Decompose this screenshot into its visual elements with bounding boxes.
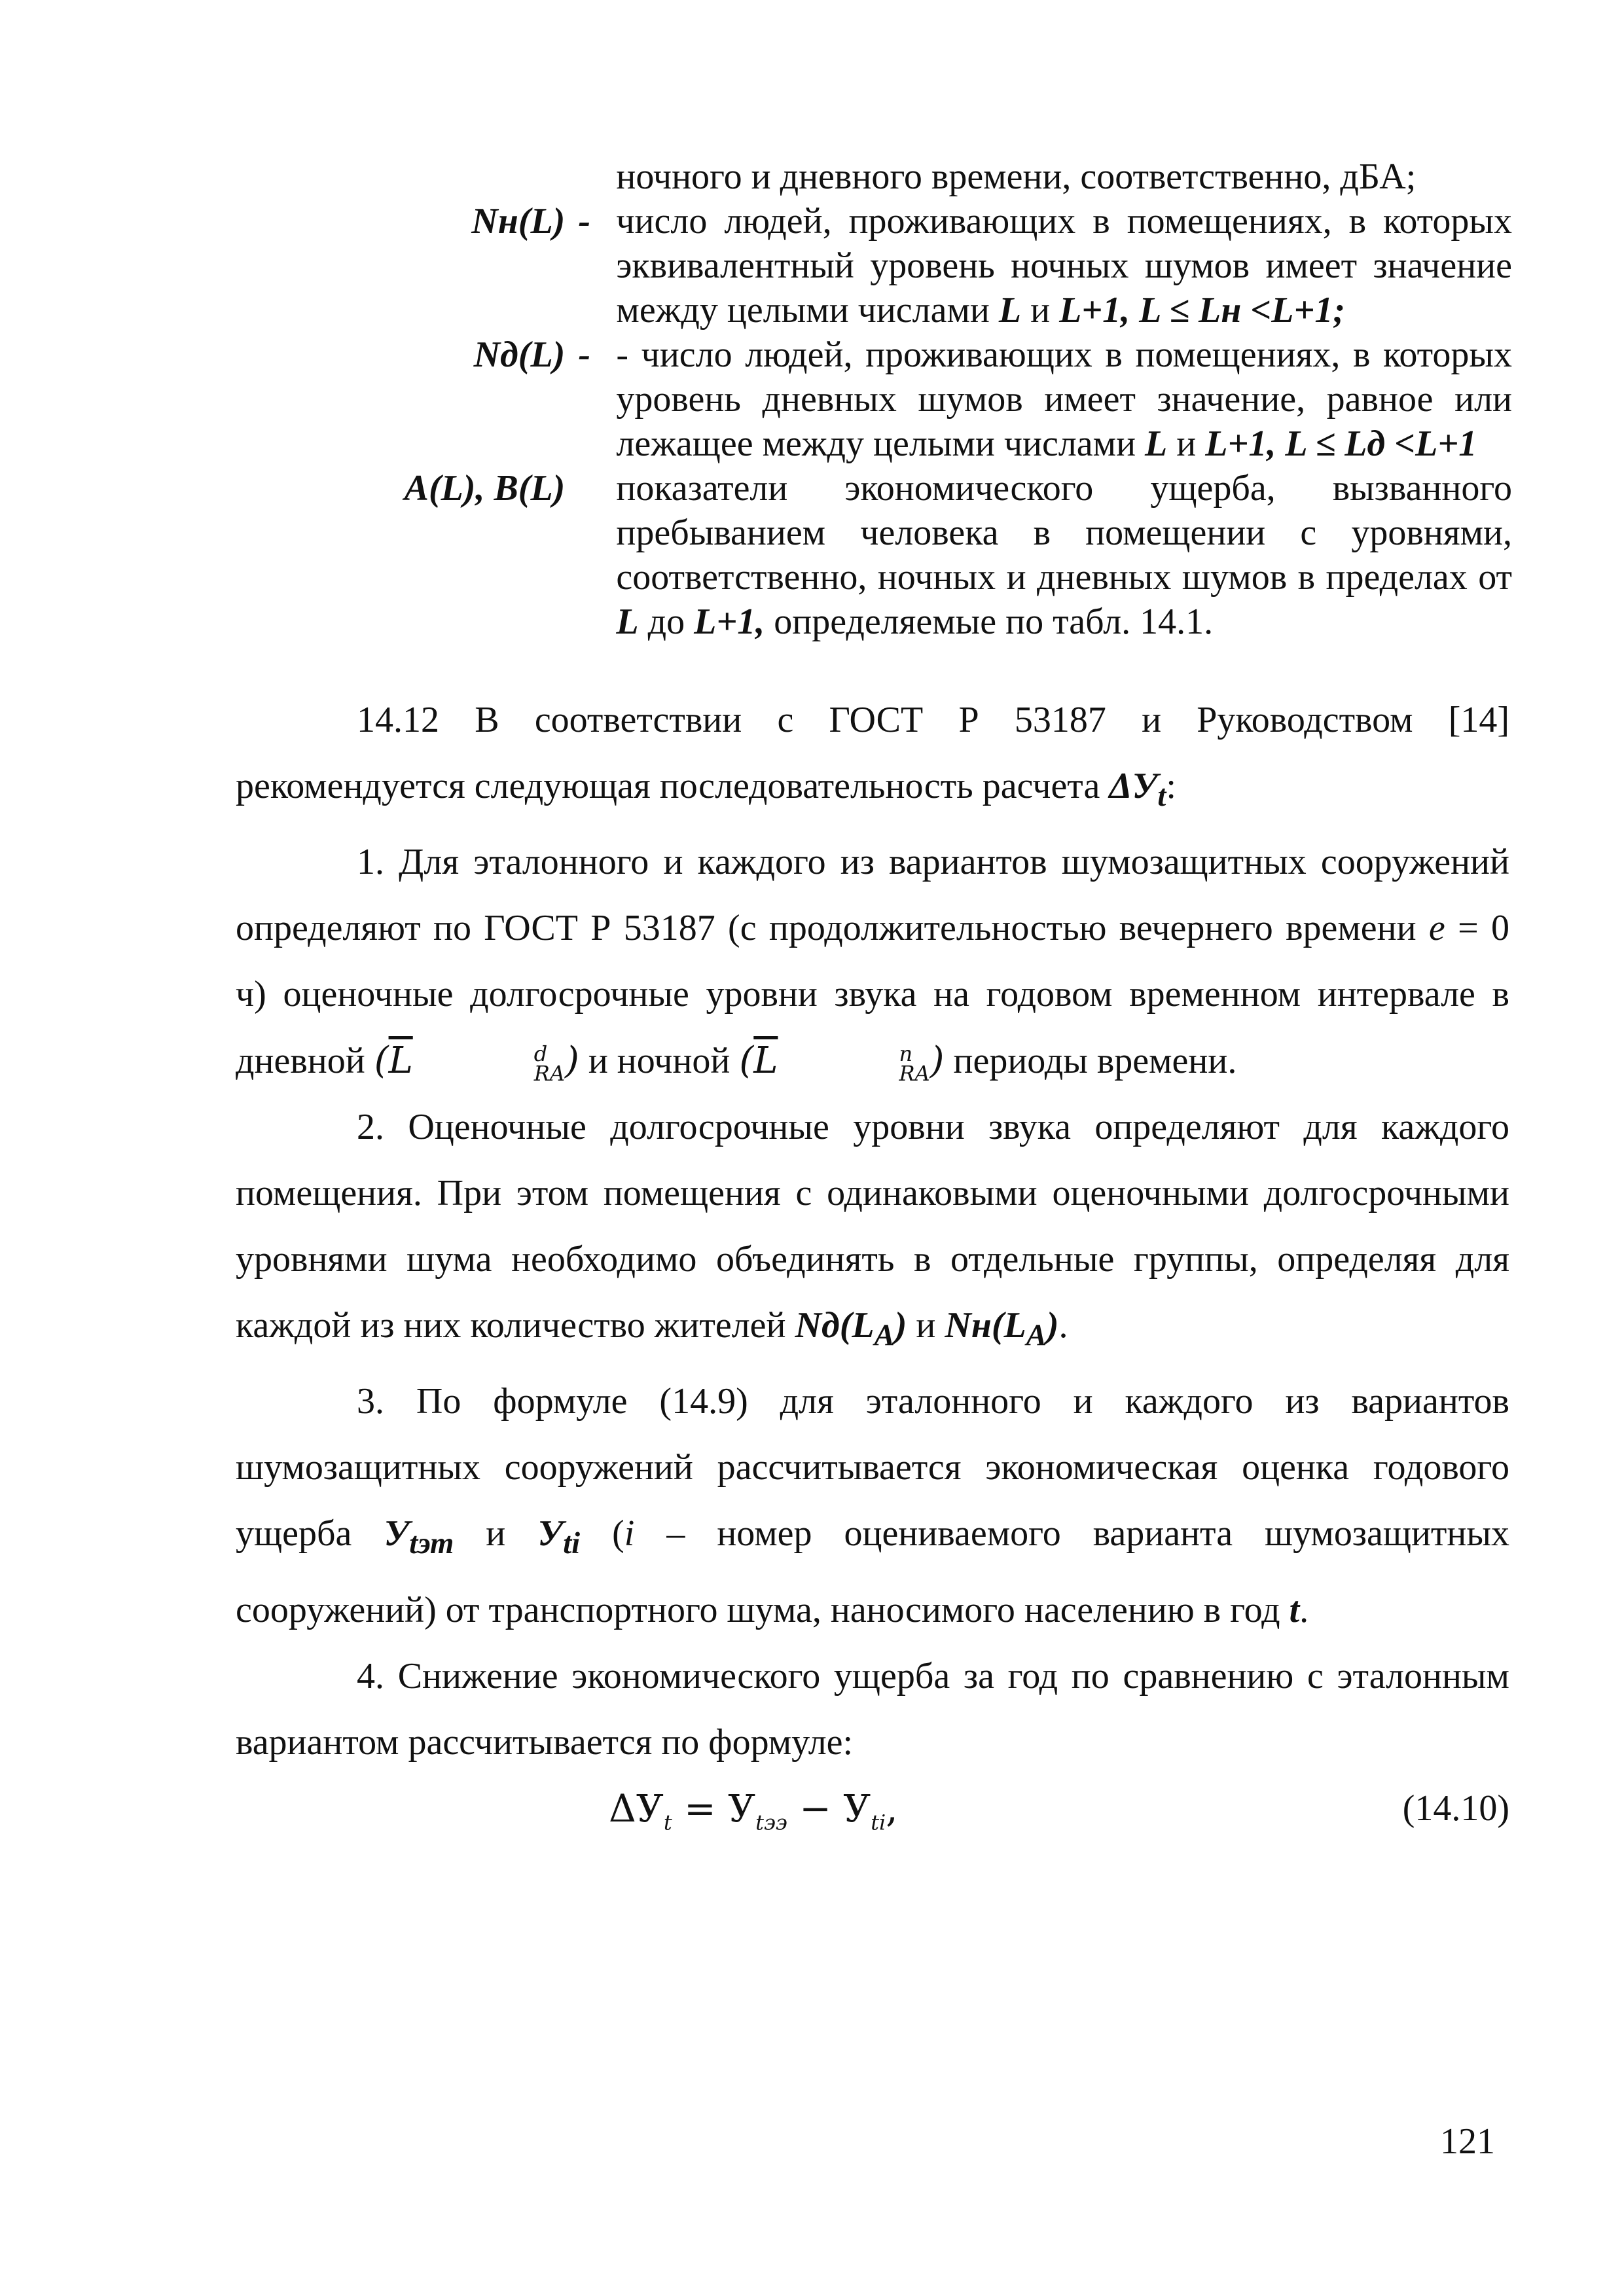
definition-text: - число людей, проживающих в помещениях, в которых уровень дневных шумов имеет значение, равное или лежащее между целыми числами L и L+1, L ≤ Lд <L+1 — [616, 334, 1512, 464]
definition-term: A(L), B(L) — [404, 468, 566, 509]
paragraph-step-2: 2. Оценочные долгосрочные уровни звука определяют для каждого помещения. При этом помещения с одинаковыми оценочными долгосрочными уровнями шума необходимо объединять в отдельные группы, определяя для каждой из них количество жителей $Nд(L_A)$ и $Nн(L_A)$. — [236, 1107, 1509, 1353]
definition-dash: - — [578, 334, 590, 375]
definition-text: показатели экономического ущерба, вызванного пребыванием человека в помещении с уровнями, соответственно, ночных и дневных шумов в пределах от L до L+1, определяемые по табл. 14.1. — [616, 468, 1512, 642]
page-number: 121 — [1440, 2121, 1495, 2162]
definition-term: Nд(L) — [473, 334, 566, 375]
definition-row — [236, 154, 1512, 199]
formula-expression: $\Delta У_t = У_{tээ} - У_{ti}$, — [609, 1785, 898, 1835]
math-night-level: ($\overline{L}$ n RA ) — [739, 1039, 945, 1086]
paragraph-step-1: 1. Для эталонного и каждого из вариантов шумозащитных сооружений определяют по ГОСТ Р 53187 (с продолжительностью вечернего времени е = 0 ч) оценочные долгосрочные уровни звука на годовом временном интервале в дневной ($\overline{L}$ d RA ) и ночной ($\overline{L}$ n RA ) периоды времени. — [236, 842, 1509, 1086]
definition-text: ночного и дневного времени, соответственно, дБА; — [616, 156, 1416, 197]
definition-row — [236, 332, 1512, 466]
formula-14-10 — [236, 1776, 1509, 1842]
definition-text: число людей, проживающих в помещениях, в которых эквивалентный уровень ночных шумов имеет значение между целыми числами L и L+1, L ≤ Lн <L+1; — [616, 201, 1512, 331]
paragraph-step-3: 3. По формуле (14.9) для эталонного и каждого из вариантов шумозащитных сооружений рассчитывается экономическая оценка годового ущерба $У_{tэт}$ и $У_{ti}$ (i – номер оцениваемого варианта шумозащитных сооружений) от транспортного шума, наносимого населению в год t. — [236, 1381, 1509, 1630]
definition-dash: - — [578, 201, 590, 242]
definition-row — [236, 199, 1512, 332]
math-day-level: ($\overline{L}$ d RA ) — [374, 1039, 579, 1086]
body-text — [236, 687, 1509, 1842]
paragraph-step-4: 4. Снижение экономического ущерба за год по сравнению с эталонным вариантом рассчитывается по формуле: — [236, 1655, 1509, 1763]
formula-number: (14.10) — [1402, 1787, 1509, 1829]
definition-term: Nн(L) — [471, 201, 566, 242]
definition-row — [236, 466, 1512, 644]
paragraph-14-12: 14.12 В соответствии с ГОСТ Р 53187 и Руководством [14] рекомендуется следующая последовательность расчета $\Delta У_t$: — [236, 700, 1509, 814]
definition-list — [236, 154, 1512, 644]
